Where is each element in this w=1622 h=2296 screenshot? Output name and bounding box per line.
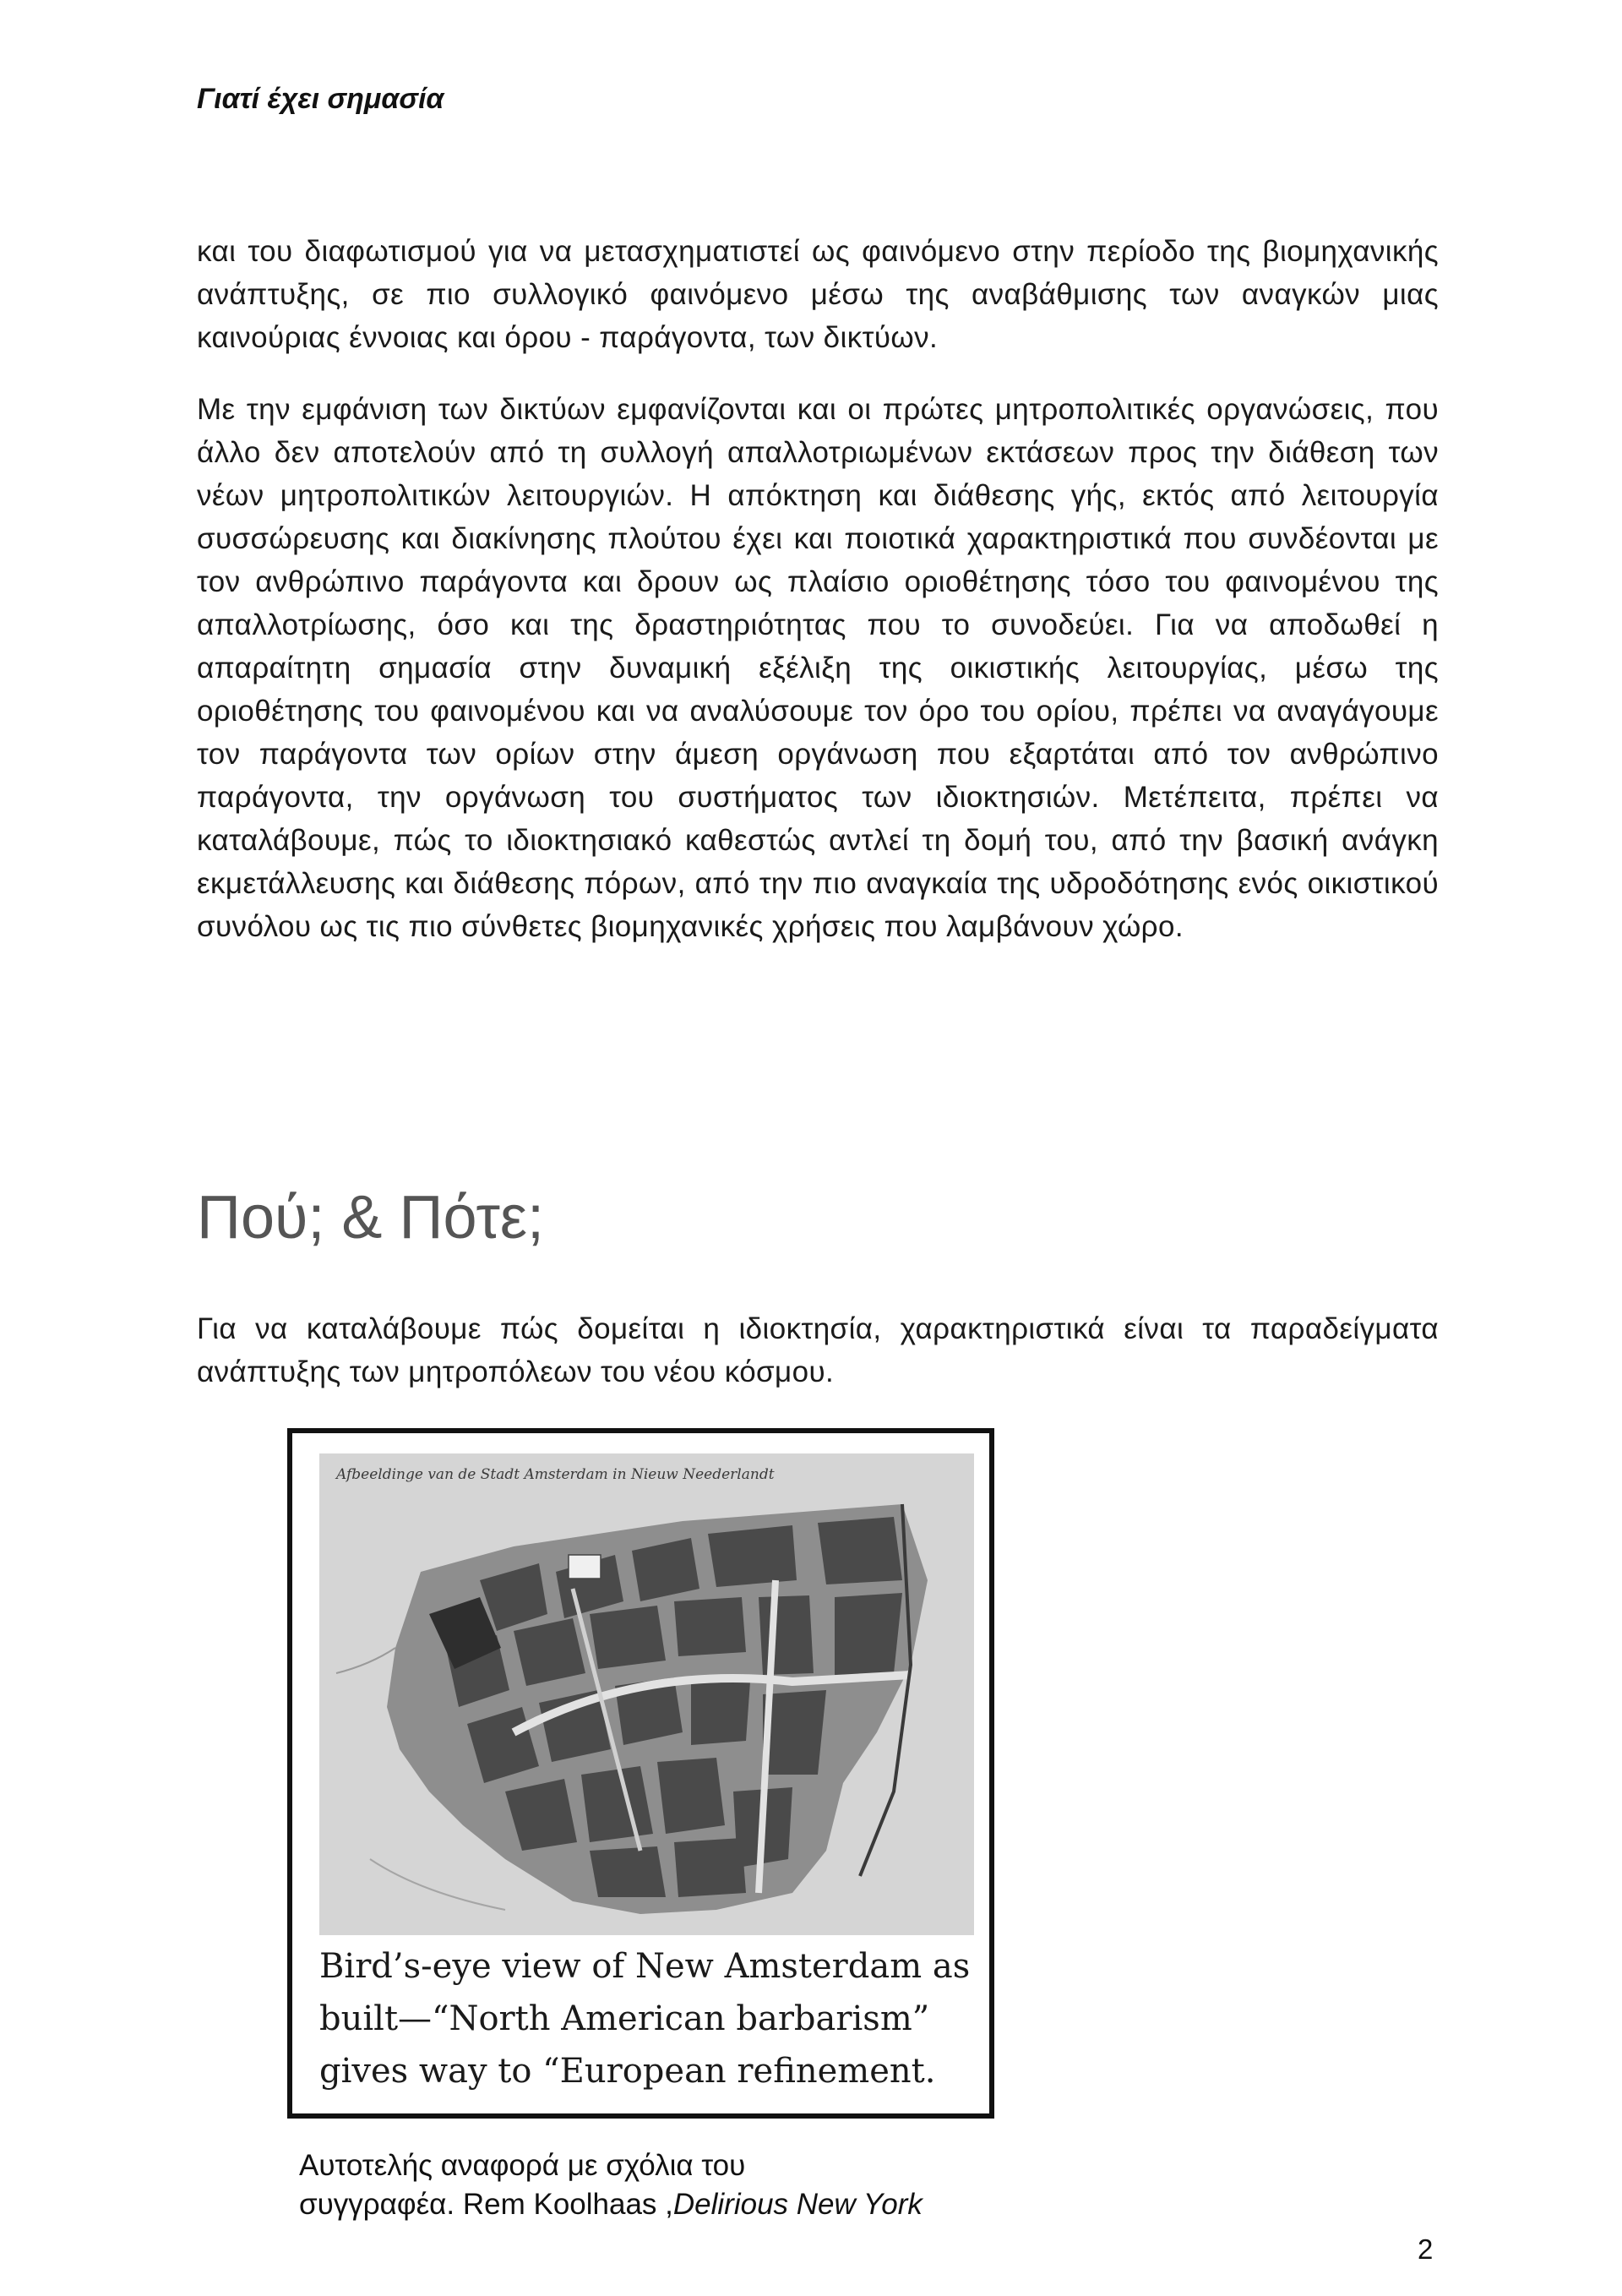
paragraph-1: και του διαφωτισμού για να μετασχηματιστεί ως φαινόμενο στην περίοδο της βιομηχανικής ανάπτυξης, σε πιο συλλογικό φαινόμενο μέσω της αναβάθμισης των αναγκών μιας καινούριας έννοιας και όρου - παράγοντα, των δικτύων. xyxy=(197,235,1439,354)
figure-caption xyxy=(319,1940,978,2097)
section-intro-paragraph: Για να καταλάβουμε πώς δομείται η ιδιοκτησία, χαρακτηριστικά είναι τα παραδείγματα ανάπτυξης των μητροπόλεων του νέου κόσμου. xyxy=(197,1312,1439,1388)
figure-caption-line: gives way to “European refinement. xyxy=(319,2052,936,2091)
source-note-line-1: Αυτοτελής αναφορά με σχόλια του xyxy=(299,2149,746,2182)
figure-caption-line: Bird’s-eye view of New Amsterdam as xyxy=(319,1947,971,1986)
source-note-author: συγγραφέα. Rem Koolhaas , xyxy=(299,2188,673,2221)
section-heading: Πού; & Πότε; xyxy=(197,1184,545,1252)
figure-caption-line: built—“North American barbarism” xyxy=(319,1999,930,2038)
paragraph-2: Με την εμφάνιση των δικτύων εμφανίζονται και οι πρώτες μητροπολιτικές οργανώσεις, που άλλο δεν αποτελούν από τη συλλογή απαλλοτριωμένων εκτάσεων προς την διάθεση των νέων μητροπολιτικών λειτουργιών. Η απόκτηση και διάθεσης γής, εκτός από λειτουργία συσσώρευσης και διακίνησης πλούτου έχει και ποιοτικά χαρακτηριστικά που συνδέονται με τον ανθρώπινο παράγοντα και δρουν ως πλαίσιο οριοθέτησης τόσο του φαινομένου της απαλλοτρίωσης, όσο και της δραστηριότητας που το συνοδεύει. Για να αποδωθεί η απαραίτητη σημασία στην δυναμική εξέλιξη της οικιστικής λειτουργίας, μέσω της οριοθέτησης του φαινομένου και να αναλύσουμε τον όρο του ορίου, πρέπει να αναγάγουμε τον παράγοντα των ορίων στην άμεση οργάνωση που εξαρτάται από τον ανθρώπινο παράγοντα, την οργάνωση του συστήματος των ιδιοκτησιών. Μετέπειτα, πρέπει να καταλάβουμε, πώς το ιδιοκτησιακό καθεστώς αντλεί τη δομή του, από την βασική ανάγκη εκμετάλλευσης και διάθεσης πόρων, από την πιο αναγκαία της υδροδότησης ενός οικιστικού συνόλου ως τις πιο σύνθετες βιομηχανικές χρήσεις που λαμβάνουν χώρο. xyxy=(197,393,1439,943)
source-note xyxy=(299,2146,923,2224)
map-title: Afbeeldinge van de Stadt Amsterdam in Nieuw Neederlandt xyxy=(336,1466,775,1483)
new-amsterdam-map-image xyxy=(319,1453,974,1935)
source-note-line-2 xyxy=(299,2185,923,2224)
running-title: Γιατί έχει σημασία xyxy=(197,83,444,115)
page-number: 2 xyxy=(1418,2233,1434,2265)
figure-frame xyxy=(287,1428,994,2119)
source-note-book-title: Delirious New York xyxy=(672,2188,923,2221)
